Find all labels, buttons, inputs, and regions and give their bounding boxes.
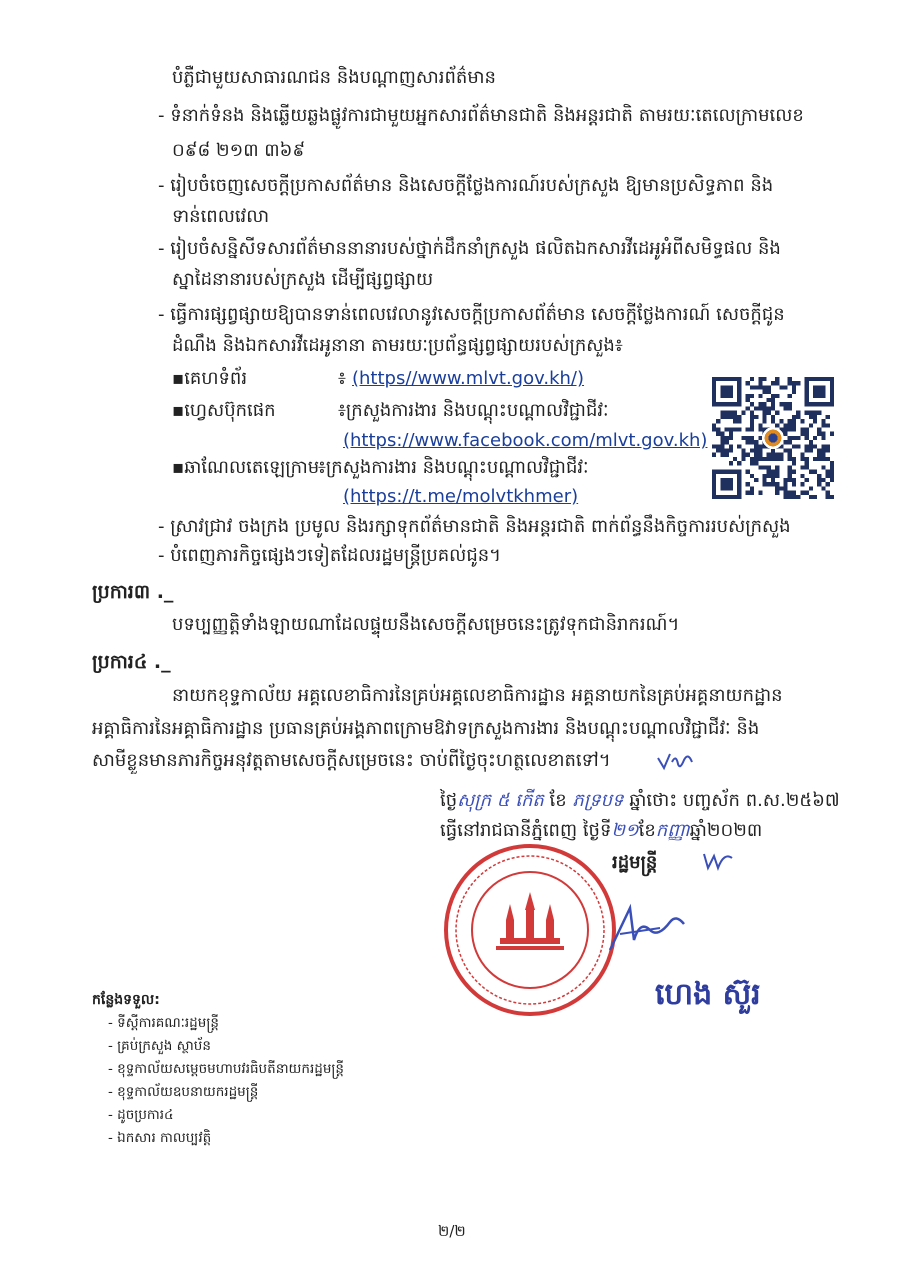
body-line: - រៀបចំចេញសេចក្ដីប្រកាសព័ត៌មាន និងសេចក្ដីថ្លែងការណ៍របស់ក្រសួង ឱ្យមានប្រសិទ្ធភាព និង [158,175,774,196]
article4-text: សាមីខ្លួនមានភារកិច្ចអនុវត្តតាមសេចក្ដីសម្រេចនេះ ចាប់ពីថ្ងៃចុះហត្ថលេខាតទៅ។ [92,750,611,771]
body-line: បំភ្លឺជាមួយសាធារណជន និងបណ្ដាញសារព័ត៌មាន [172,67,496,88]
recipient-item: - ខុទ្ទកាល័យសម្ដេចមហាបវរធិបតីនាយករដ្ឋមន្ត្រី [108,1061,344,1077]
initial-mark [700,848,740,874]
telegram-link[interactable]: (https://t.me/molvtkhmer) [343,486,579,507]
bullet-website-label: ▪គេហទំព័រ [172,368,248,389]
lunar-date: ថ្ងៃសុក្រ ៥ កើត ខែ ភទ្របទ ឆ្នាំថោះ បញ្ចស័ក ព.ស.២៥៦៧ [440,790,840,811]
signature [600,900,690,960]
article4-text: អគ្គាធិការនៃអគ្គាធិការដ្ឋាន ប្រធានគ្រប់អង្គភាពក្រោមឱវាទក្រសួងការងារ និងបណ្ដុះបណ្ដាលវិជ្ជាជីវៈ និង [92,718,760,739]
bullet-facebook-label: ▪ហ្វេសប៊ុកផេក [172,400,276,421]
recipient-item: - គ្រប់ក្រសួង ស្ថាប័ន [108,1038,211,1054]
bullet-website-sep: ៖ [338,368,346,389]
body-line: ទាន់ពេលវេលា [172,206,270,227]
body-line: - បំពេញភារកិច្ចផ្សេងៗទៀតដែលរដ្ឋមន្ត្រីប្រគល់ជូន។ [158,545,502,566]
recipient-item: - ខុទ្ទកាល័យឧបនាយករដ្ឋមន្ត្រី [108,1084,259,1100]
minister-title: រដ្ឋមន្ត្រី [612,852,658,873]
body-line: ស្នាដៃនានារបស់ក្រសួង ដើម្បីផ្សព្វផ្សាយ [172,269,434,290]
ministry-seal [440,840,620,1020]
body-line: - ធ្វើការផ្សព្វផ្សាយឱ្យបានទាន់ពេលវេលានូវសេចក្ដីប្រកាសព័ត៌មាន សេចក្ដីថ្លែងការណ៍ សេចក្ដីជូន [158,304,785,325]
recipient-item: - ឯកសារ កាលប្បវត្តិ [108,1130,212,1146]
article3-heading: ប្រការ៣ ._ [92,581,174,603]
body-line: ដំណឹង និងឯកសារវីដេអូនានា តាមរយៈប្រព័ន្ធផ្សព្វផ្សាយរបស់ក្រសួង៖ [172,335,623,356]
qr-code [712,377,834,499]
body-line: - ទំនាក់ទំនង និងឆ្លើយឆ្លងផ្លូវការជាមួយអ្នកសារព័ត៌មានជាតិ និងអន្តរជាតិ តាមរយៈតេលេក្រាមលេខ [158,105,804,126]
minister-name: ហេង ស៊ួរ [655,977,761,1012]
recipient-item: - ដូចប្រការ៤ [108,1107,174,1123]
bullet-telegram-label: ▪ឆាណែលតេឡេក្រាម [172,457,320,478]
page-number: ២/២ [438,1222,466,1240]
facebook-link[interactable]: (https://www.facebook.com/mlvt.gov.kh) [343,430,708,451]
article4-text: នាយកខុទ្ទកាល័យ អគ្គលេខាធិការនៃគ្រប់អគ្គលេខាធិការដ្ឋាន អគ្គនាយកនៃគ្រប់អគ្គនាយកដ្ឋាន [172,685,783,706]
initial-mark [656,748,696,774]
article4-heading: ប្រការ៤ ._ [92,651,171,673]
body-line: - រៀបចំសន្និសីទសារព័ត៌មាននានារបស់ថ្នាក់ដឹកនាំក្រសួង ផលិតឯកសារវីដេអូអំពីសមិទ្ធផល និង [158,238,781,259]
bullet-telegram-value: ៖ក្រសួងការងារ និងបណ្ដុះបណ្ដាលវិជ្ជាជីវៈ [318,457,589,478]
bullet-facebook-value: ៖ក្រសួងការងារ និងបណ្ដុះបណ្ដាលវិជ្ជាជីវៈ [338,400,609,421]
recipient-item: - ទីស្ដីការគណៈរដ្ឋមន្ត្រី [108,1015,219,1031]
place-date: ធ្វើនៅរាជធានីភ្នំពេញ ថ្ងៃទី២១ខែកញ្ញាឆ្នាំ២០២៣ [440,820,763,841]
body-line: - ស្រាវជ្រាវ ចងក្រង ប្រមូល និងរក្សាទុកព័ត៌មានជាតិ និងអន្តរជាតិ ពាក់ព័ន្ធនឹងកិច្ចការរបស់ក្រសួង [158,516,791,537]
website-link[interactable]: (https//www.mlvt.gov.kh/) [352,368,585,389]
body-line: ០៩៨ ២១៣ ៣៦៩ [172,140,306,161]
article3-text: បទប្បញ្ញត្តិទាំងឡាយណាដែលផ្ទុយនឹងសេចក្ដីសម្រេចនេះត្រូវទុកជានិរាករណ៍។ [172,614,680,635]
recipients-heading: កន្លែងទទួល: [92,992,160,1008]
